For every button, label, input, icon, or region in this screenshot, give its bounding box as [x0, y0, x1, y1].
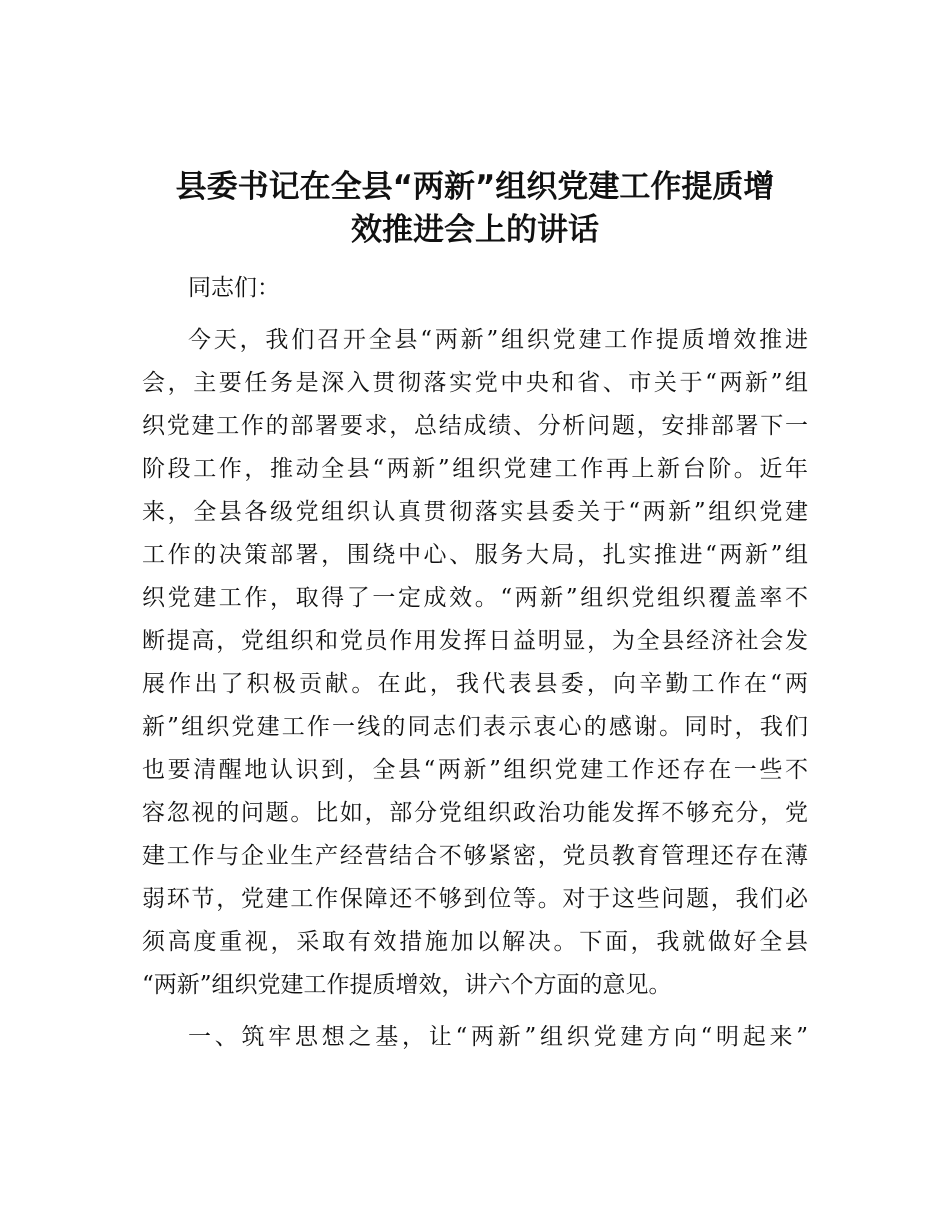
document-title-line-1: 县委书记在全县“两新”组织党建工作提质增	[175, 169, 775, 205]
paragraph-line: 今天，我们召开全县“两新”组织党建工作提质增效推进	[188, 327, 808, 353]
paragraph-line: 阶段工作，推动全县“两新”组织党建工作再上新台阶。近年	[142, 456, 808, 482]
paragraph-line: 来，全县各级党组织认真贯彻落实县委关于“两新”组织党建	[142, 499, 808, 525]
paragraph-line: 须高度重视，采取有效措施加以解决。下面，我就做好全县	[142, 929, 808, 955]
paragraph-line: 织党建工作，取得了一定成效。“两新”组织党组织覆盖率不	[142, 585, 808, 611]
paragraph-line: 工作的决策部署，围绕中心、服务大局，扎实推进“两新”组	[142, 542, 808, 568]
paragraph-line: 也要清醒地认识到，全县“两新”组织党建工作还存在一些不	[142, 757, 808, 783]
paragraph-line: “两新”组织党建工作提质增效，讲六个方面的意见。	[142, 972, 672, 998]
paragraph-line: 织党建工作的部署要求，总结成绩、分析问题，安排部署下一	[142, 413, 808, 439]
paragraph-line: 会，主要任务是深入贯彻落实党中央和省、市关于“两新”组	[142, 370, 808, 396]
paragraph-line: 容忽视的问题。比如，部分党组织政治功能发挥不够充分，党	[142, 800, 808, 826]
paragraph-line: 建工作与企业生产经营结合不够紧密，党员教育管理还存在薄	[142, 843, 808, 869]
paragraph-line: 展作出了积极贡献。在此，我代表县委，向辛勤工作在“两	[142, 671, 808, 697]
paragraph-line: 新”组织党建工作一线的同志们表示衷心的感谢。同时，我们	[142, 714, 808, 740]
section-heading: 一、筑牢思想之基，让“两新”组织党建方向“明起来”	[188, 1024, 808, 1050]
document-title-line-2: 效推进会上的讲话	[351, 212, 599, 248]
paragraph-line: 弱环节，党建工作保障还不够到位等。对于这些问题，我们必	[142, 886, 808, 912]
salutation: 同志们：	[188, 275, 280, 301]
paragraph-line: 断提高，党组织和党员作用发挥日益明显，为全县经济社会发	[142, 628, 808, 654]
